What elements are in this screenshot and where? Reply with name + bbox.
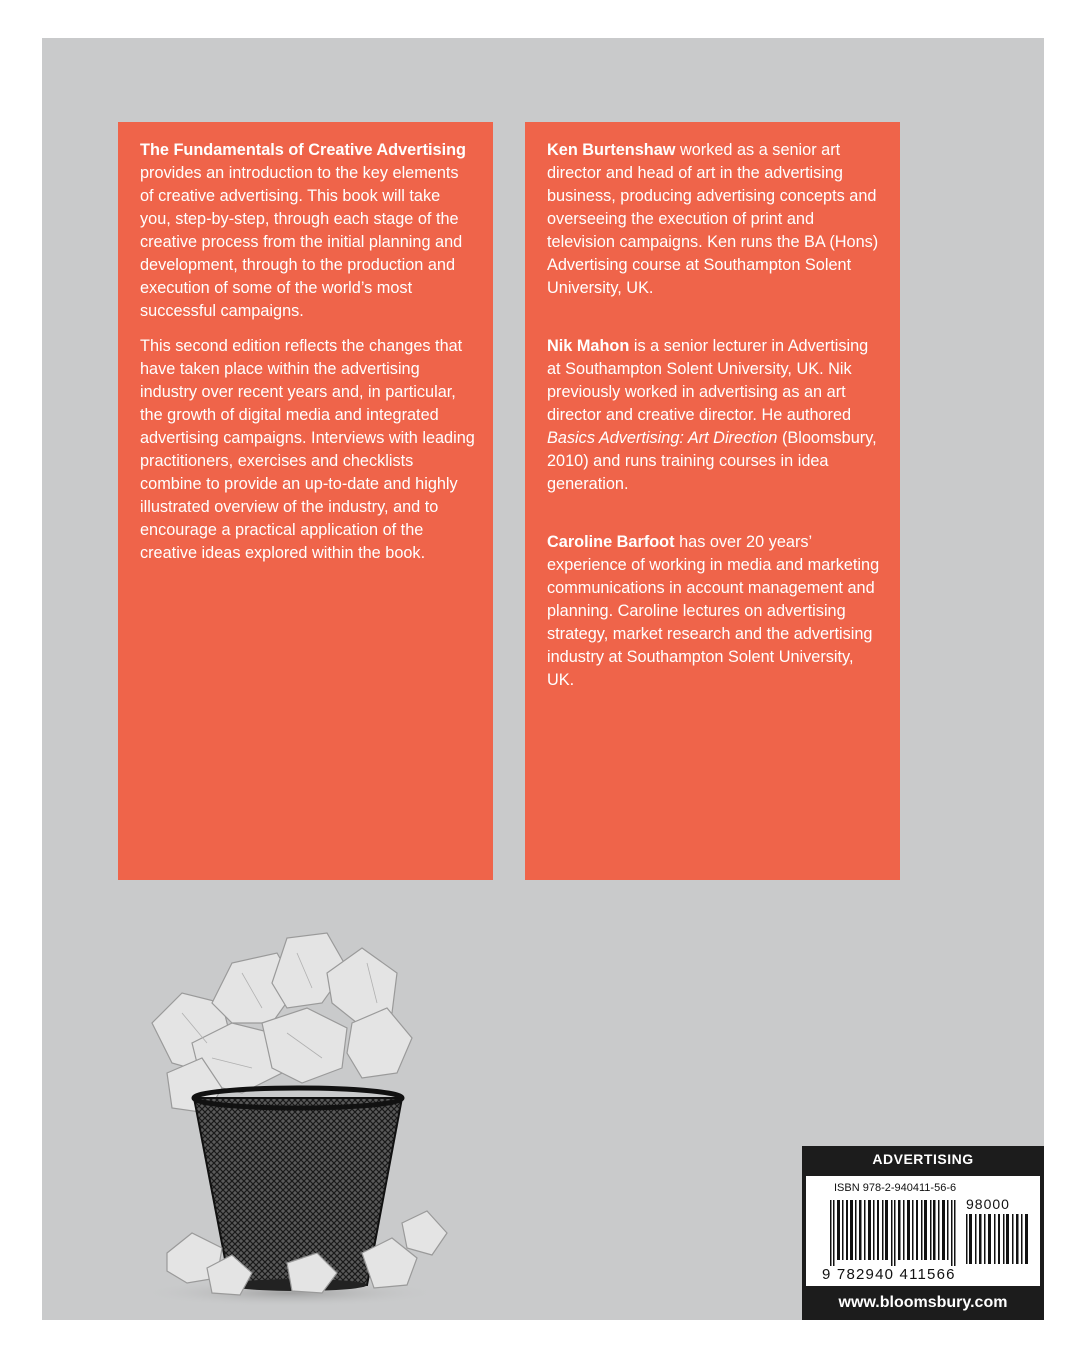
author-bio-text-caroline: has over 20 years’ experience of working in media and marketing communications in account management and planning. Caroline lectures on advertising strategy, market research and the advertising industry at Southampton Solent University, UK. xyxy=(547,533,880,689)
price-barcode-bars xyxy=(966,1214,1032,1264)
referenced-book-title: Basics Advertising: Art Direction xyxy=(547,429,778,447)
book-title: The Fundamentals of Creative Advertising xyxy=(140,141,466,159)
author-bio-text-nik-a: is a senior lecturer in Advertising at Southampton Solent University, UK. Nik previously worked in advertising as an art director and creative director. He authored xyxy=(547,337,869,424)
author-name-nik: Nik Mahon xyxy=(547,337,630,355)
barcode-panel xyxy=(802,1146,1044,1320)
description-panel xyxy=(118,122,493,880)
authors-panel xyxy=(525,122,900,880)
barcode-bars xyxy=(830,1200,960,1266)
description-paragraph-2: This second edition reflects the changes that have taken place within the advertising industry over recent years and, in particular, the growth of digital media and integrated advertising campaigns. Interviews with leading practitioners, exercises and checklists combine to provide an up-to-date and highly illustrated overview of the industry, and to encourage a practical application of the creative ideas explored within the book. xyxy=(140,337,475,562)
isbn-number: ISBN 978-2-940411-56-6 xyxy=(834,1182,957,1194)
category-label: ADVERTISING xyxy=(872,1151,974,1167)
wastebasket-image xyxy=(112,893,452,1313)
author-bio-ken xyxy=(547,139,882,300)
author-name-ken: Ken Burtenshaw xyxy=(547,141,676,159)
back-cover xyxy=(42,38,1044,1320)
author-bio-text-ken: worked as a senior art director and head of art in the advertising business, producing advertising concepts and overseeing the execution of print and television campaigns. Ken runs the BA (Hons) Advertising course at Southampton Solent University, UK. xyxy=(547,141,879,297)
barcode-area xyxy=(806,1176,1040,1286)
barcode-digits: 9 782940 411566 xyxy=(822,1266,956,1283)
description-text-1: provides an introduction to the key elements of creative advertising. This book will take you, step-by-step, through each stage of the creative process from the initial planning and development, through to the production and execution of some of the world’s most successful campaigns. xyxy=(140,164,463,320)
price-code: 98000 xyxy=(966,1196,1010,1212)
author-bio-caroline xyxy=(547,531,882,692)
author-bio-text-nik-b: (Bloomsbury, 2010) and runs training courses in idea generation. xyxy=(547,429,877,493)
author-bio-nik xyxy=(547,335,882,496)
description-paragraph-1 xyxy=(140,139,475,323)
publisher-website: www.bloomsbury.com xyxy=(838,1294,1008,1311)
author-name-caroline: Caroline Barfoot xyxy=(547,533,675,551)
